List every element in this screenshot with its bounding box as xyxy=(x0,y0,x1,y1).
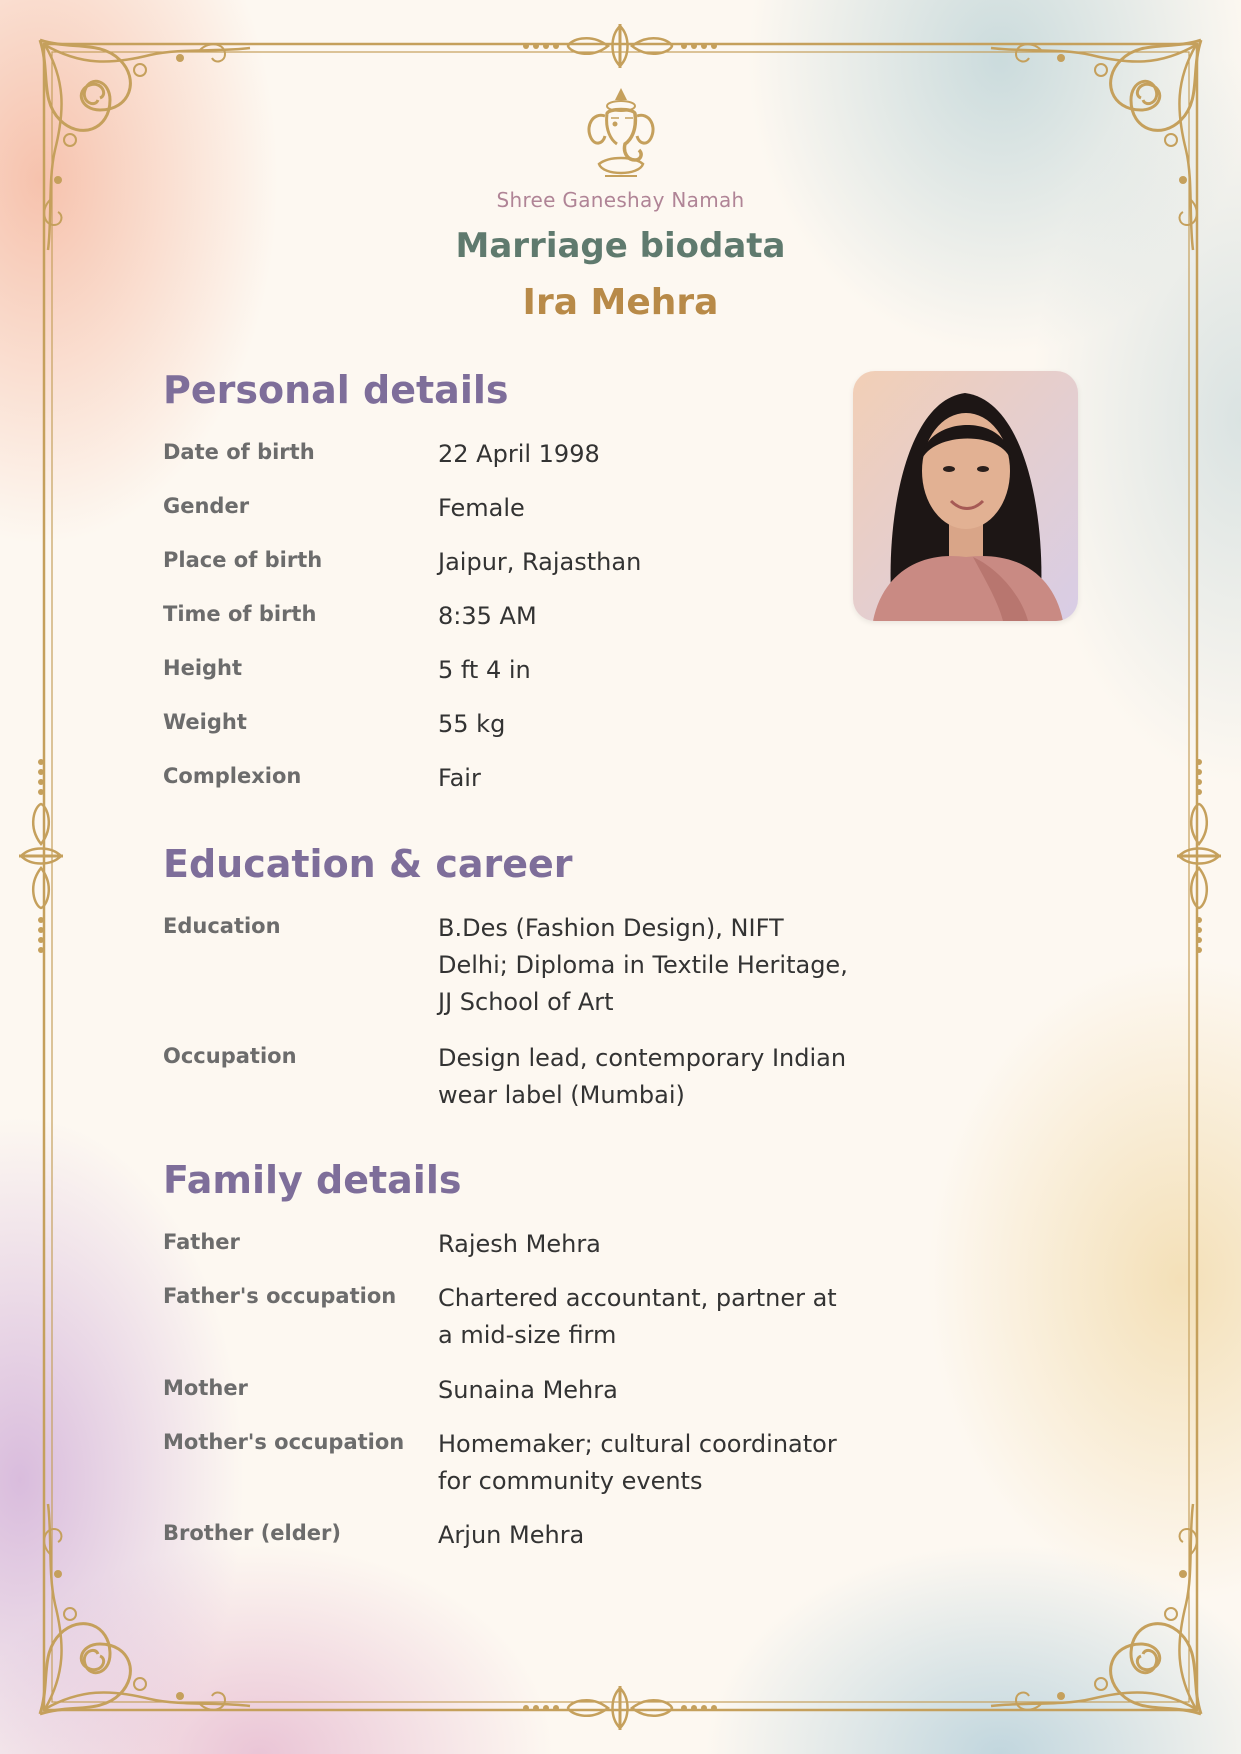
detail-value: Female xyxy=(438,494,525,522)
detail-value: Fair xyxy=(438,764,481,792)
detail-value: B.Des (Fashion Design), NIFT Delhi; Diploma in Textile Heritage, JJ School of Art xyxy=(438,914,848,1016)
detail-value: Jaipur, Rajasthan xyxy=(438,548,642,576)
detail-label: Father's occupation xyxy=(163,1284,397,1308)
detail-label: Education xyxy=(163,914,281,938)
detail-label: Occupation xyxy=(163,1044,297,1068)
section-title-family: Family details xyxy=(163,1158,462,1202)
detail-label: Mother xyxy=(163,1376,248,1400)
detail-label: Time of birth xyxy=(163,602,317,626)
detail-value: Arjun Mehra xyxy=(438,1521,585,1549)
ganesh-icon xyxy=(581,86,661,182)
detail-label: Mother's occupation xyxy=(163,1430,405,1454)
blessing-text: Shree Ganeshay Namah xyxy=(496,188,745,212)
section-title-personal: Personal details xyxy=(163,368,509,412)
detail-label: Place of birth xyxy=(163,548,323,572)
detail-value: Chartered accountant, partner at a mid-size firm xyxy=(438,1284,837,1349)
detail-label: Weight xyxy=(163,710,247,734)
detail-value: Homemaker; cultural coordinator for community events xyxy=(438,1430,837,1495)
detail-value: 5 ft 4 in xyxy=(438,656,531,684)
detail-label: Date of birth xyxy=(163,440,315,464)
detail-value: 8:35 AM xyxy=(438,602,537,630)
section-title-education: Education & career xyxy=(163,842,573,886)
person-name: Ira Mehra xyxy=(522,282,719,323)
document-title: Marriage biodata xyxy=(455,226,786,266)
detail-label: Father xyxy=(163,1230,240,1254)
detail-value: Rajesh Mehra xyxy=(438,1230,601,1258)
detail-label: Gender xyxy=(163,494,250,518)
detail-value: Sunaina Mehra xyxy=(438,1376,618,1404)
detail-value: 22 April 1998 xyxy=(438,440,600,468)
detail-label: Height xyxy=(163,656,243,680)
detail-value: Design lead, contemporary Indian wear label (Mumbai) xyxy=(438,1044,847,1109)
detail-label: Brother (elder) xyxy=(163,1521,341,1545)
profile-photo xyxy=(853,371,1078,621)
detail-label: Complexion xyxy=(163,764,302,788)
detail-value: 55 kg xyxy=(438,710,506,738)
